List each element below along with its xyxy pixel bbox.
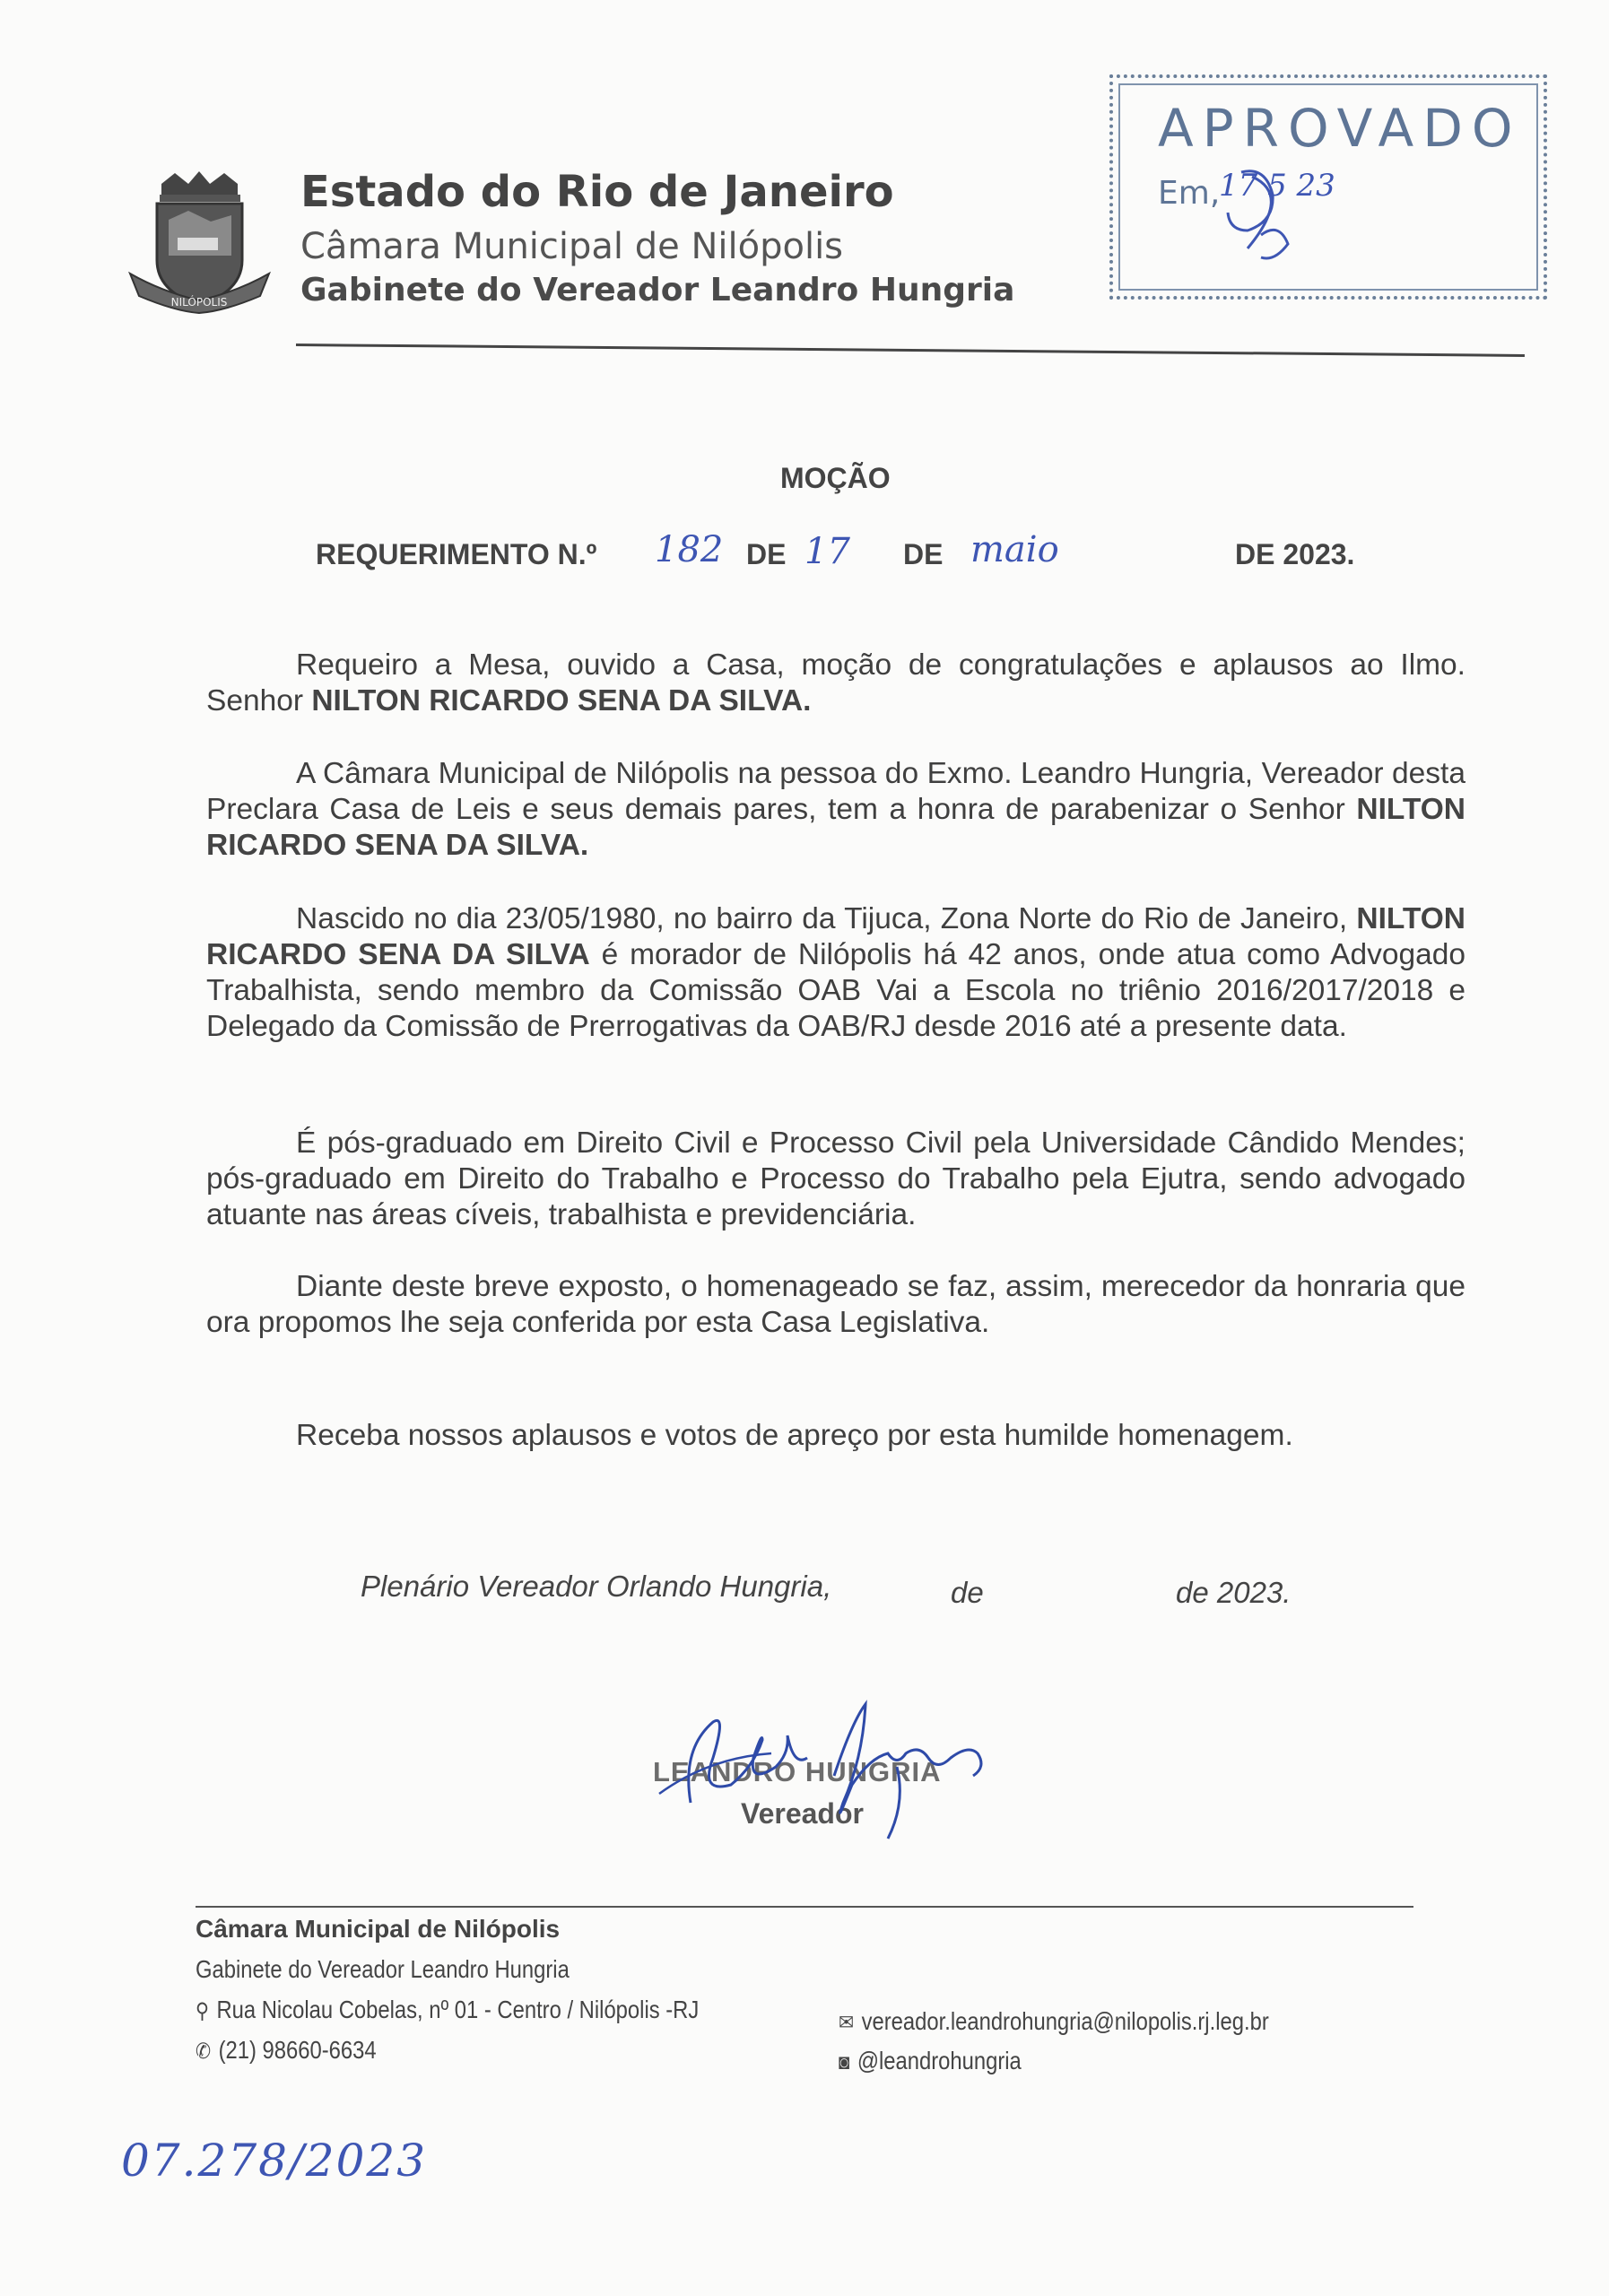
- office-heading: Gabinete do Vereador Leandro Hungria: [300, 272, 1015, 309]
- chamber-heading: Câmara Municipal de Nilópolis: [300, 226, 844, 267]
- instagram-icon: ◙: [839, 2050, 850, 2074]
- footer-instagram-row: [839, 2047, 1022, 2075]
- paragraph-2: [206, 756, 1465, 864]
- footer-org: Câmara Municipal de Nilópolis: [196, 1915, 561, 1943]
- protocol-number: 07.278/2023: [121, 2135, 428, 2187]
- approval-stamp: [1109, 74, 1547, 300]
- request-year: DE 2023.: [1235, 538, 1355, 570]
- request-de-1: DE: [746, 538, 787, 570]
- request-day: 17: [804, 531, 850, 572]
- paragraph-2-text: A Câmara Municipal de Nilópolis na pessoa do Exmo. Leandro Hungria, Vereador desta Preclara Casa de Leis e seus demais pares, tem a honra de parabenizar o Senhor: [206, 757, 1465, 826]
- paragraph-5-text: Diante deste breve exposto, o homenageado se faz, assim, merecedor da honraria que ora propomos lhe seja conferida por esta Casa Legislativa.: [206, 1270, 1465, 1339]
- location-pin-icon: ⚲: [196, 1999, 209, 2023]
- stamp-date: 17 5 23: [1219, 168, 1335, 204]
- svg-text:NILÓPOLIS: NILÓPOLIS: [170, 296, 228, 309]
- paragraph-1-text: Requeiro a Mesa, ouvido a Casa, moção de congratulações e aplausos ao Ilmo. Senhor: [206, 648, 1465, 718]
- plenario-year: de 2023.: [1176, 1576, 1292, 1609]
- footer-instagram[interactable]: @leandrohungria: [857, 2047, 1022, 2074]
- phone-icon: ✆: [196, 2039, 212, 2064]
- footer-address-row: [196, 1996, 699, 2024]
- footer-phone-row: [196, 2036, 377, 2065]
- paragraph-3-text-b: é morador de Nilópolis há 42 anos, onde atua como Advogado Trabalhista, sendo membro da Comissão OAB Vai a Escola no triênio 2016/2017/2018 e Delegado da Comissão de Prerrogativas da OAB/RJ desde 2016 até a presente data.: [206, 938, 1465, 1043]
- request-label: REQUERIMENTO N.º: [316, 538, 597, 570]
- plenario-line: Plenário Vereador Orlando Hungria,: [361, 1570, 832, 1603]
- paragraph-5: [206, 1269, 1465, 1341]
- closing-line: Receba nossos aplausos e votos de apreço por esta humilde homenagem.: [296, 1419, 1293, 1452]
- header-divider: [296, 344, 1525, 357]
- footer-office: Gabinete do Vereador Leandro Hungria: [196, 1955, 570, 1983]
- stamp-em-label: Em,: [1158, 175, 1221, 212]
- request-line: [316, 529, 1374, 583]
- paragraph-3-text-a: Nascido no dia 23/05/1980, no bairro da Tijuca, Zona Norte do Rio de Janeiro,: [296, 902, 1357, 935]
- request-number: 182: [655, 529, 724, 570]
- paragraph-3: [206, 901, 1465, 1045]
- signatory-title: Vereador: [741, 1797, 864, 1830]
- stamp-title: APROVADO: [1158, 98, 1522, 159]
- honoree-name-1: NILTON RICARDO SENA DA SILVA.: [311, 684, 812, 718]
- coat-of-arms-icon: [126, 166, 274, 314]
- document-title: MOÇÃO: [780, 462, 891, 494]
- paragraph-4: [206, 1126, 1465, 1233]
- footer-email-row: [839, 2007, 1269, 2036]
- footer-divider: [196, 1906, 1413, 1908]
- request-month: maio: [970, 529, 1059, 570]
- footer-email[interactable]: vereador.leandrohungria@nilopolis.rj.leg.br: [861, 2007, 1269, 2035]
- paragraph-4-text: É pós-graduado em Direito Civil e Processo Civil pela Universidade Cândido Mendes; pós-graduado em Direito do Trabalho e Processo do Trabalho pela Ejutra, sendo advogado atuante nas áreas cíveis, trabalhista e previdenciária.: [206, 1126, 1465, 1231]
- request-de-2: DE: [903, 538, 944, 570]
- state-heading: Estado do Rio de Janeiro: [300, 167, 894, 217]
- honoree-name-2: NILTON RICARDO SENA DA SILVA.: [206, 793, 1465, 862]
- email-icon: ✉: [839, 2011, 855, 2035]
- footer-address: Rua Nicolau Cobelas, nº 01 - Centro / Nilópolis -RJ: [216, 1996, 700, 2023]
- honoree-name-3: NILTON RICARDO SENA DA SILVA: [206, 902, 1465, 971]
- paragraph-1: [206, 648, 1465, 719]
- footer-phone: (21) 98660-6634: [218, 2036, 377, 2064]
- handwritten-signature-icon: [628, 1668, 1005, 1848]
- signatory-name: LEANDRO HUNGRIA: [653, 1756, 942, 1787]
- plenario-de: de: [951, 1576, 984, 1609]
